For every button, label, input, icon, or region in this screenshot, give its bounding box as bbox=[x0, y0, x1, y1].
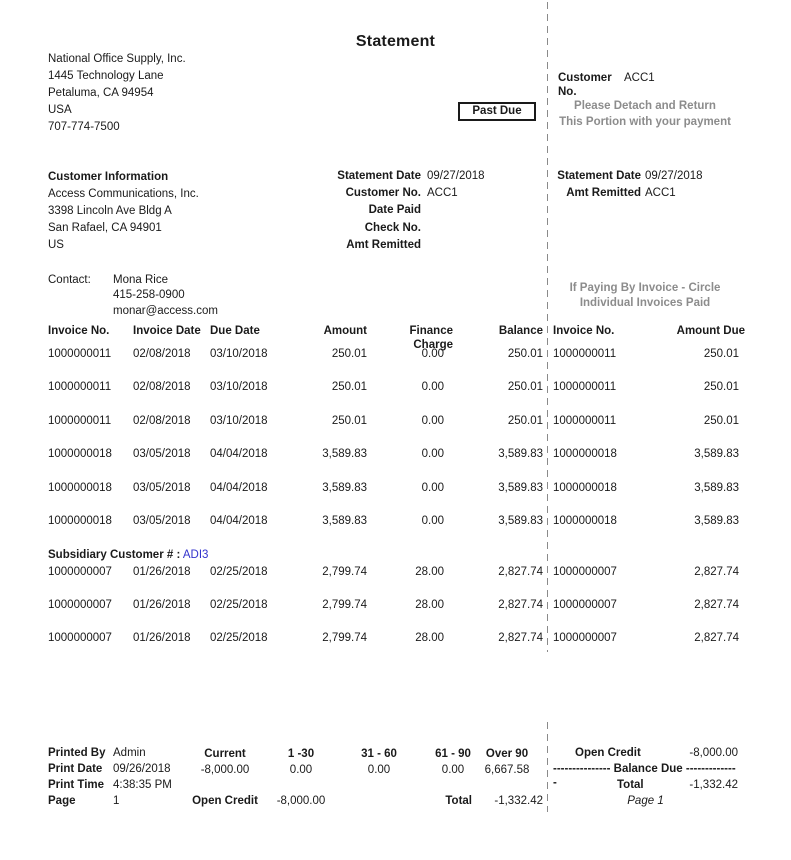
stub-page-number: Page 1 bbox=[627, 795, 664, 808]
finance-charge-cell: 28.00 bbox=[415, 632, 444, 645]
stub-invoice-no-cell: 1000000018 bbox=[553, 515, 617, 528]
balance-cell: 2,827.74 bbox=[498, 566, 543, 578]
statement-field-row bbox=[320, 203, 540, 220]
print-date-label: Print Date bbox=[48, 763, 103, 776]
company-address2: Petaluma, CA 94954 bbox=[48, 87, 154, 99]
amount-cell: 2,799.74 bbox=[322, 632, 367, 645]
printed-by-label: Printed By bbox=[48, 747, 106, 759]
total-value: -1,332.42 bbox=[494, 795, 543, 807]
finance-charge-cell: 0.00 bbox=[421, 348, 444, 360]
balance-cell: 2,827.74 bbox=[498, 632, 543, 645]
stub-total-value: -1,332.42 bbox=[689, 779, 738, 792]
due-date-cell: 04/04/2018 bbox=[210, 481, 268, 494]
balance-cell: 3,589.83 bbox=[498, 448, 543, 461]
stub-invoice-no-cell: 1000000018 bbox=[553, 448, 617, 461]
statement-field-row bbox=[320, 221, 540, 238]
stub-rows-group1 bbox=[553, 347, 745, 548]
amount-cell: 2,799.74 bbox=[322, 599, 367, 612]
invoice-date-cell: 01/26/2018 bbox=[133, 566, 191, 578]
invoice-date-cell: 03/05/2018 bbox=[133, 448, 191, 461]
stub-table-row bbox=[553, 481, 745, 514]
amount-cell: 3,589.83 bbox=[322, 481, 367, 494]
stub-field-value: 09/27/2018 bbox=[645, 170, 703, 182]
stub-amount-due-cell: 3,589.83 bbox=[694, 448, 739, 461]
stub-table-header bbox=[553, 324, 745, 338]
stub-invoice-no-cell: 1000000011 bbox=[553, 381, 617, 394]
contact-details bbox=[113, 273, 218, 319]
finance-charge-cell: 0.00 bbox=[421, 414, 444, 427]
invoice-rows-group1 bbox=[48, 347, 543, 548]
invoice-no-cell: 1000000011 bbox=[48, 348, 112, 360]
finance-charge-cell: 0.00 bbox=[421, 481, 444, 494]
aging-column-header: 61 - 90 bbox=[435, 748, 471, 760]
stub-invoice-no-cell: 1000000007 bbox=[553, 599, 617, 612]
col-header-amount: Amount bbox=[323, 325, 367, 337]
invoice-table-row bbox=[48, 565, 543, 598]
aging-column-value: 0.00 bbox=[367, 764, 391, 776]
due-date-cell: 03/10/2018 bbox=[210, 348, 268, 360]
company-country: USA bbox=[48, 104, 72, 116]
subsidiary-customer-line bbox=[48, 548, 208, 562]
detach-note-line2: This Portion with your payment bbox=[559, 115, 731, 128]
stub-amount-due-cell: 2,827.74 bbox=[694, 599, 739, 612]
stub-amount-due-cell: 3,589.83 bbox=[694, 481, 739, 494]
stub-invoice-no-cell: 1000000007 bbox=[553, 566, 617, 578]
stub-table-row bbox=[553, 631, 745, 664]
statement-field-value: ACC1 bbox=[427, 187, 458, 200]
stub-open-credit-label: Open Credit bbox=[575, 747, 641, 759]
stub-col-header-amount-due: Amount Due bbox=[676, 325, 745, 337]
print-time-row bbox=[48, 778, 172, 794]
invoice-no-cell: 1000000018 bbox=[48, 481, 112, 494]
customer-address1: 3398 Lincoln Ave Bldg A bbox=[48, 205, 172, 217]
stub-table-row bbox=[553, 414, 745, 447]
invoice-table-row bbox=[48, 447, 543, 480]
statement-field-label: Amt Remitted bbox=[346, 238, 421, 251]
pay-note-line1: If Paying By Invoice - Circle bbox=[569, 282, 721, 294]
due-date-cell: 02/25/2018 bbox=[210, 599, 268, 612]
due-date-cell: 02/25/2018 bbox=[210, 566, 268, 578]
open-credit-value: -8,000.00 bbox=[276, 795, 326, 807]
finance-charge-cell: 28.00 bbox=[415, 599, 444, 612]
stub-table-row bbox=[553, 565, 745, 598]
contact-block bbox=[48, 273, 218, 319]
past-due-badge: Past Due bbox=[458, 102, 536, 121]
stub-amount-due-cell: 2,827.74 bbox=[694, 632, 739, 645]
stub-amount-due-cell: 250.01 bbox=[703, 348, 739, 360]
stub-invoice-no-cell: 1000000007 bbox=[553, 632, 617, 645]
invoice-table-row bbox=[48, 380, 543, 413]
col-header-invoice-date: Invoice Date bbox=[133, 325, 201, 337]
invoice-date-cell: 02/08/2018 bbox=[133, 381, 191, 394]
statement-field-row bbox=[320, 169, 540, 186]
invoice-table-row bbox=[48, 347, 543, 380]
balance-cell: 250.01 bbox=[507, 414, 543, 427]
balance-cell: 3,589.83 bbox=[498, 481, 543, 494]
print-time-value: 4:38:35 PM bbox=[113, 779, 172, 792]
invoice-date-cell: 02/08/2018 bbox=[133, 348, 191, 360]
amount-cell: 250.01 bbox=[331, 348, 367, 360]
aging-column-value: 6,667.58 bbox=[484, 764, 530, 776]
stub-table-row bbox=[553, 447, 745, 480]
invoice-no-cell: 1000000018 bbox=[48, 515, 112, 528]
due-date-cell: 04/04/2018 bbox=[210, 515, 268, 528]
stub-table-row bbox=[553, 347, 745, 380]
stub-field-value: ACC1 bbox=[645, 187, 676, 200]
stub-open-credit-row bbox=[553, 746, 738, 762]
printed-by-value: Admin bbox=[113, 747, 146, 759]
stub-table-row bbox=[553, 598, 745, 631]
invoice-no-cell: 1000000007 bbox=[48, 599, 112, 612]
stub-invoice-no-cell: 1000000011 bbox=[553, 348, 617, 360]
invoice-date-cell: 03/05/2018 bbox=[133, 515, 191, 528]
page-label: Page bbox=[48, 795, 76, 808]
due-date-cell: 03/10/2018 bbox=[210, 381, 268, 394]
stub-col-header-invoice-no: Invoice No. bbox=[553, 325, 615, 337]
page-row bbox=[48, 794, 172, 810]
finance-charge-cell: 0.00 bbox=[421, 448, 444, 461]
col-header-finance-charge: Finance Charge bbox=[409, 325, 453, 351]
stub-amount-due-cell: 250.01 bbox=[703, 381, 739, 394]
invoice-no-cell: 1000000018 bbox=[48, 448, 112, 461]
statement-field-row bbox=[320, 186, 540, 203]
col-header-due-date: Due Date bbox=[210, 325, 260, 337]
stub-field-label: Statement Date bbox=[557, 170, 641, 182]
detach-note-line1: Please Detach and Return bbox=[574, 100, 716, 112]
balance-cell: 2,827.74 bbox=[498, 599, 543, 612]
subsidiary-customer-link[interactable]: ADI3 bbox=[182, 549, 209, 561]
invoice-date-cell: 01/26/2018 bbox=[133, 599, 191, 612]
balance-cell: 3,589.83 bbox=[498, 515, 543, 528]
aging-column-value: 0.00 bbox=[289, 764, 313, 776]
aging-column-value: 0.00 bbox=[441, 764, 465, 776]
total-label: Total bbox=[445, 795, 472, 807]
col-header-balance: Balance bbox=[498, 325, 543, 337]
contact-label: Contact: bbox=[48, 274, 91, 286]
customer-address2: San Rafael, CA 94901 bbox=[48, 222, 162, 234]
aging-column-header: Current bbox=[204, 748, 246, 760]
stub-field-label: Amt Remitted bbox=[566, 187, 641, 200]
amount-cell: 3,589.83 bbox=[322, 448, 367, 461]
statement-field-label: Statement Date bbox=[337, 170, 421, 182]
customer-info-heading: Customer Information bbox=[48, 171, 169, 183]
stub-total-label: Total bbox=[617, 779, 644, 792]
page-title: Statement bbox=[355, 33, 436, 50]
contact-email: monar@access.com bbox=[113, 304, 218, 317]
invoice-table-row bbox=[48, 514, 543, 547]
invoice-date-cell: 01/26/2018 bbox=[133, 632, 191, 645]
stub-table-row bbox=[553, 514, 745, 547]
stub-invoice-no-cell: 1000000011 bbox=[553, 414, 617, 427]
subsidiary-customer-label: Subsidiary Customer # : bbox=[48, 549, 181, 561]
customer-country: US bbox=[48, 239, 64, 251]
aging-column-value: -8,000.00 bbox=[200, 764, 250, 776]
company-name: National Office Supply, Inc. bbox=[48, 53, 186, 65]
amount-cell: 3,589.83 bbox=[322, 515, 367, 528]
stub-invoice-no-cell: 1000000018 bbox=[553, 481, 617, 494]
stub-footer bbox=[553, 746, 738, 810]
statement-field-label: Date Paid bbox=[368, 204, 421, 217]
stub-amount-due-cell: 3,589.83 bbox=[694, 515, 739, 528]
stub-open-credit-value: -8,000.00 bbox=[689, 747, 738, 759]
invoice-no-cell: 1000000011 bbox=[48, 414, 112, 427]
company-address1: 1445 Technology Lane bbox=[48, 70, 164, 82]
print-time-label: Print Time bbox=[48, 779, 105, 792]
finance-charge-cell: 0.00 bbox=[421, 381, 444, 394]
open-credit-label: Open Credit bbox=[192, 795, 258, 807]
stub-amount-due-cell: 250.01 bbox=[703, 414, 739, 427]
stub-rows-group2 bbox=[553, 565, 745, 665]
statement-field-row bbox=[320, 238, 540, 255]
customer-name: Access Communications, Inc. bbox=[48, 188, 199, 200]
pay-by-invoice-note bbox=[550, 281, 740, 312]
stub-amount-due-cell: 2,827.74 bbox=[694, 566, 739, 578]
company-address-block bbox=[48, 51, 186, 136]
invoice-no-cell: 1000000007 bbox=[48, 566, 112, 578]
pay-note-line2: Individual Invoices Paid bbox=[579, 297, 711, 310]
stub-field-row bbox=[545, 169, 745, 186]
invoice-rows-group2 bbox=[48, 565, 543, 665]
contact-phone: 415-258-0900 bbox=[113, 289, 185, 302]
statement-field-label: Check No. bbox=[364, 221, 421, 234]
stub-customer-no-label: Customer No. bbox=[558, 72, 612, 98]
stub-field-row bbox=[545, 186, 745, 203]
stub-customer-no bbox=[558, 71, 655, 99]
customer-info-block bbox=[48, 169, 199, 254]
balance-cell: 250.01 bbox=[507, 381, 543, 394]
aging-column-header: 31 - 60 bbox=[361, 748, 397, 760]
finance-charge-cell: 28.00 bbox=[415, 566, 444, 578]
print-date-value: 09/26/2018 bbox=[113, 763, 171, 776]
page-value: 1 bbox=[113, 795, 120, 808]
detach-note bbox=[550, 99, 740, 130]
due-date-cell: 02/25/2018 bbox=[210, 632, 268, 645]
due-date-cell: 04/04/2018 bbox=[210, 448, 268, 461]
invoice-table-row bbox=[48, 481, 543, 514]
company-phone: 707-774-7500 bbox=[48, 121, 120, 133]
invoice-date-cell: 03/05/2018 bbox=[133, 481, 191, 494]
invoice-table-row bbox=[48, 631, 543, 664]
aging-column-header: Over 90 bbox=[485, 748, 529, 760]
balance-cell: 250.01 bbox=[507, 348, 543, 360]
statement-fields bbox=[320, 169, 540, 255]
amount-cell: 250.01 bbox=[331, 381, 367, 394]
stub-fields bbox=[545, 169, 745, 203]
aging-column-header: 1 -30 bbox=[287, 748, 315, 760]
detach-dashed-line-upper bbox=[547, 2, 548, 652]
finance-charge-cell: 0.00 bbox=[421, 515, 444, 528]
stub-balance-due-divider: --------------- Balance Due -------------- bbox=[553, 763, 736, 790]
amount-cell: 250.01 bbox=[331, 414, 367, 427]
col-header-invoice-no: Invoice No. bbox=[48, 325, 110, 337]
invoice-date-cell: 02/08/2018 bbox=[133, 414, 191, 427]
invoice-table-row bbox=[48, 598, 543, 631]
stub-table-row bbox=[553, 380, 745, 413]
stub-total-row bbox=[553, 778, 738, 794]
due-date-cell: 03/10/2018 bbox=[210, 414, 268, 427]
statement-field-label: Customer No. bbox=[345, 187, 421, 200]
stub-customer-no-value: ACC1 bbox=[624, 72, 655, 84]
invoice-no-cell: 1000000007 bbox=[48, 632, 112, 645]
amount-cell: 2,799.74 bbox=[322, 566, 367, 578]
invoice-table-row bbox=[48, 414, 543, 447]
invoice-no-cell: 1000000011 bbox=[48, 381, 112, 394]
contact-name: Mona Rice bbox=[113, 274, 168, 286]
statement-field-value: 09/27/2018 bbox=[427, 170, 485, 182]
